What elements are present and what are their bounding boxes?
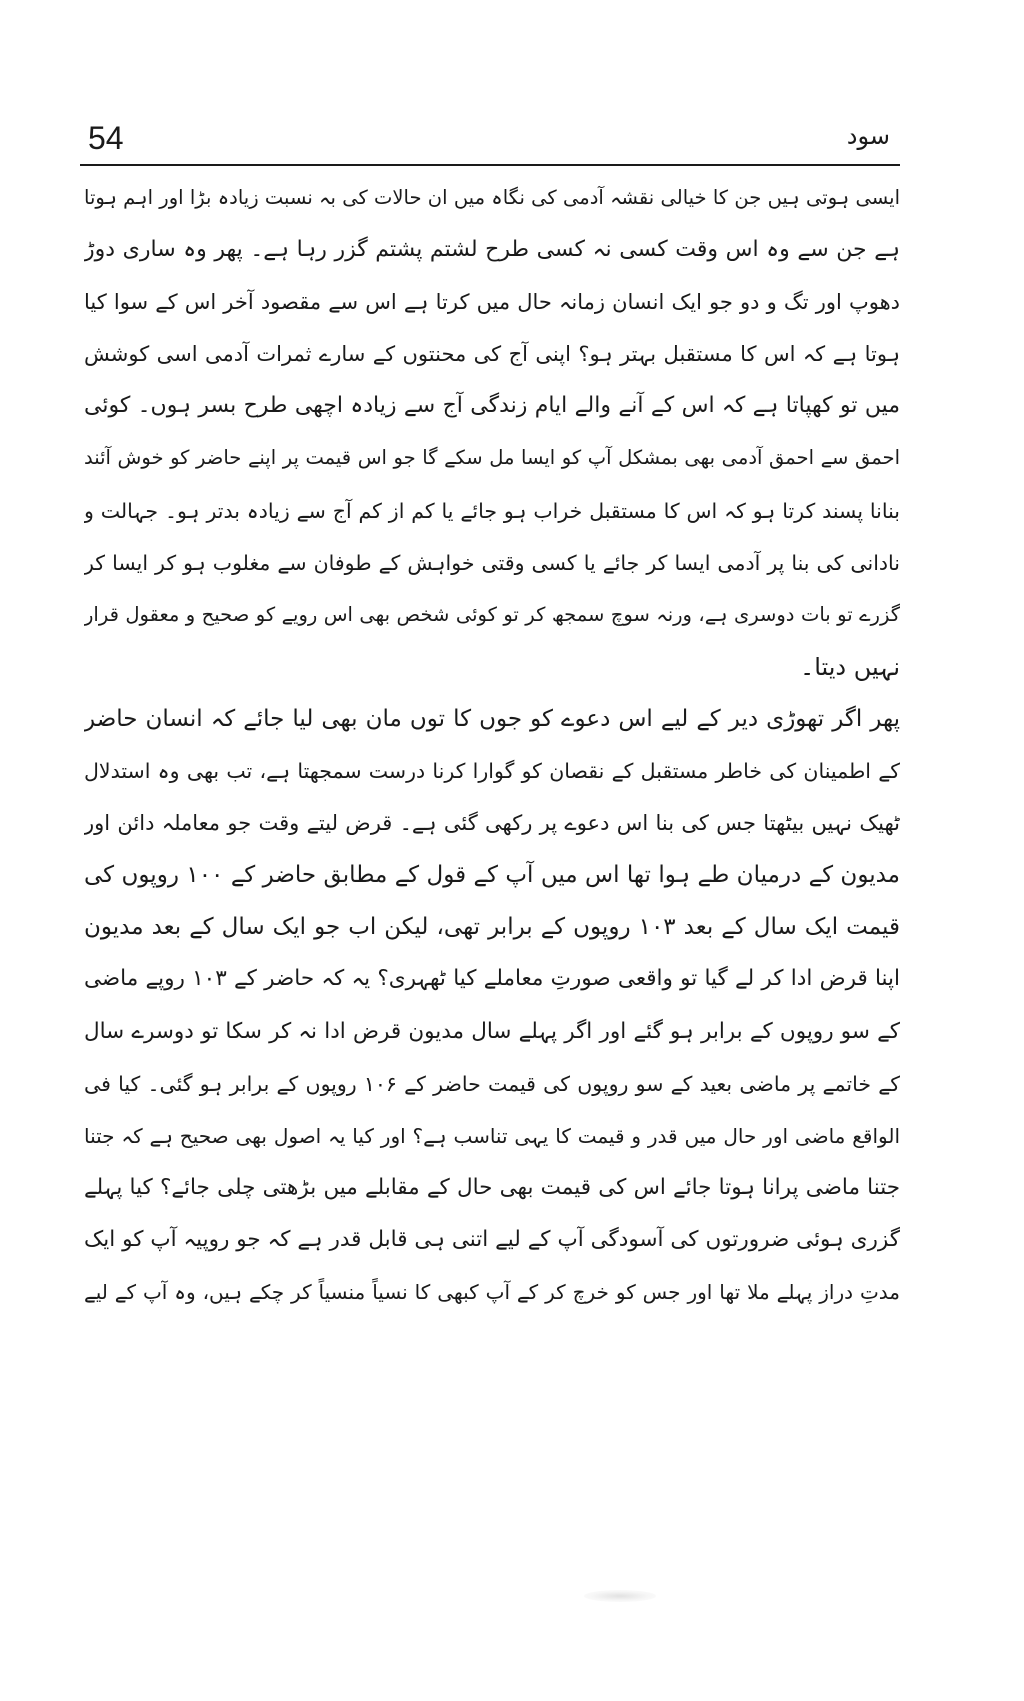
page-number: 54 (88, 120, 124, 156)
text-line: ہوتا ہے کہ اس کا مستقبل بہتر ہو؟ اپنی آج کی محنتوں کے سارے ثمرات آدمی اسی کوشش (84, 342, 900, 367)
text-line: کے خاتمے پر ماضی بعید کے سو روپوں کی قیمت حاضر کے ۱۰۶ روپوں کے برابر ہو گئی۔ کیا فی (84, 1071, 900, 1096)
text-line: دھوپ اور تگ و دو جو ایک انسان زمانہ حال میں کرتا ہے اس سے مقصود آخر اس کے سوا کیا (84, 290, 900, 315)
text-line: احمق سے احمق آدمی بھی بمشکل آپ کو ایسا مل سکے گا جو اس قیمت پر اپنے حاضر کو خوش آئند (84, 446, 900, 470)
text-line: کے سو روپوں کے برابر ہو گئے اور اگر پہلے سال مدیون قرض ادا نہ کر سکا تو دوسرے سال (84, 1018, 900, 1044)
text-line: بنانا پسند کرتا ہو کہ اس کا مستقبل خراب ہو جائے یا کم از کم آج سے زیادہ بدتر ہو۔ جہالت و (84, 498, 900, 523)
text-line: جتنا ماضی پرانا ہوتا جائے اس کی قیمت بھی حال کے مقابلے میں بڑھتی چلی جائے؟ کیا پہلے (84, 1174, 900, 1200)
text-line: ہے جن سے وہ اس وقت کسی نہ کسی طرح لشتم پشتم گزر رہا ہے۔ پھر وہ ساری دوڑ (84, 237, 900, 263)
text-line: قیمت ایک سال کے بعد ۱۰۳ روپوں کے برابر تھی، لیکن اب جو ایک سال کے بعد مدیون (84, 914, 900, 941)
text-line: پھر اگر تھوڑی دیر کے لیے اس دعوے کو جوں کا توں مان بھی لیا جائے کہ انسان حاضر (84, 705, 900, 732)
body-text (84, 172, 900, 1318)
text-line: نادانی کی بنا پر آدمی ایسا کر جائے یا کسی وقتی خواہش کے طوفان سے مغلوب ہو کر ایسا کر (84, 550, 900, 575)
text-line: میں تو کھپاتا ہے کہ اس کے آنے والے ایام زندگی آج سے زیادہ اچھی طرح بسر ہوں۔ کوئی (84, 393, 900, 419)
text-line: الواقع ماضی اور حال میں قدر و قیمت کا یہی تناسب ہے؟ اور کیا یہ اصول بھی صحیح ہے کہ جتنا (84, 1123, 900, 1148)
text-line: مدتِ دراز پہلے ملا تھا اور جس کو خرچ کر کے آپ کبھی کا نسیاً منسیاً کر چکے ہیں، وہ آپ کے لیے (84, 1279, 900, 1304)
text-line: اپنا قرض ادا کر لے گیا تو واقعی صورتِ معاملے کیا ٹھہری؟ یہ کہ حاضر کے ۱۰۳ روپے ماضی (84, 966, 900, 992)
text-line: کے اطمینان کی خاطر مستقبل کے نقصان کو گوارا کرنا درست سمجھتا ہے، تب بھی وہ استدلال (84, 759, 900, 784)
page-header (80, 118, 900, 168)
scan-smudge (584, 1590, 656, 1602)
text-line: ایسی ہوتی ہیں جن کا خیالی نقشہ آدمی کی نگاہ میں ان حالات کی بہ نسبت زیادہ بڑا اور اہم ہوتا (84, 186, 900, 209)
running-title: سود (846, 122, 890, 150)
text-line: ٹھیک نہیں بیٹھتا جس کی بنا اس دعوے پر رکھی گئی ہے۔ قرض لیتے وقت جو معاملہ دائن اور (84, 811, 900, 836)
paragraph-end-line: نہیں دیتا۔ (800, 652, 900, 681)
text-line: گزرے تو بات دوسری ہے، ورنہ سوچ سمجھ کر تو کوئی شخص بھی اس رویے کو صحیح و معقول قرار (84, 602, 900, 626)
text-line: مدیون کے درمیان طے ہوا تھا اس میں آپ کے قول کے مطابق حاضر کے ۱۰۰ روپوں کی (84, 862, 900, 889)
header-divider (80, 164, 900, 166)
text-line: گزری ہوئی ضرورتوں کی آسودگی آپ کے لیے اتنی ہی قابل قدر ہے کہ جو روپیہ آپ کو ایک (84, 1226, 900, 1252)
